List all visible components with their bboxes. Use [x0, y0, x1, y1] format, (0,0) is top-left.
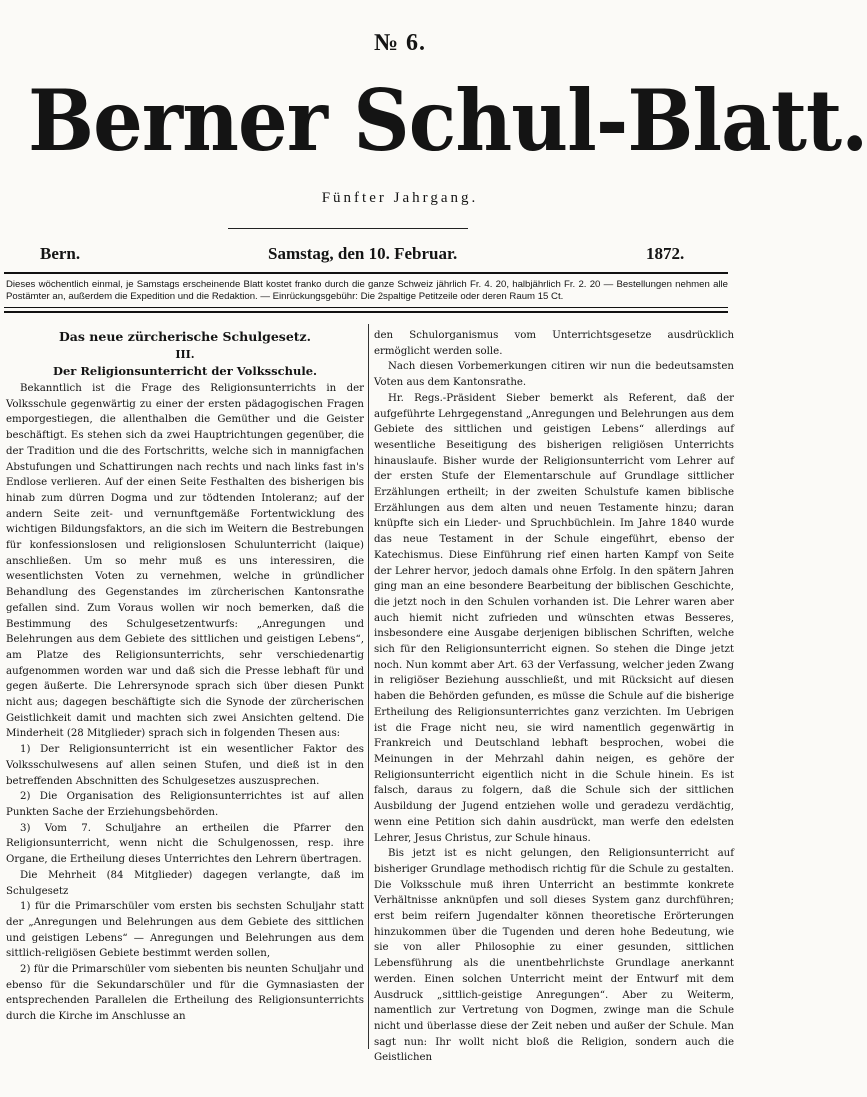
volume-line: Fünfter Jahrgang. — [321, 190, 479, 206]
dateline — [14, 244, 722, 268]
column-left — [6, 326, 364, 1051]
year: 1872. — [646, 244, 685, 263]
title-divider — [228, 228, 468, 229]
issue-number: № 6. — [373, 30, 427, 56]
subscription-notice: Dieses wöchentlich einmal, je Samstags erscheinende Blatt kostet franko durch die ganze Schweiz jährlich Fr. 4. 20, halbjährlich Fr. 2. 20 — Bestellungen nehmen alle Postämter an, außerdem die Expedition und die Redaktion. — Einrückungsgebühr: Die 2spaltige Petitzeile oder deren Raum 15 Ct. — [6, 279, 728, 302]
rule-top — [4, 272, 728, 274]
place: Bern. — [40, 244, 81, 263]
thesis-item: 2) Die Organisation des Religionsunterrichtes ist auf allen Punkten Sache der Erziehungsbehörden. — [6, 791, 364, 818]
article-part: III. — [175, 348, 195, 361]
paragraph: Nach diesen Vorbemerkungen citiren wir nun die bedeutsamsten Voten aus dem Kantonsrathe. — [374, 361, 734, 389]
column-divider — [368, 324, 369, 1049]
column-right — [374, 328, 734, 1064]
paragraph: Bis jetzt ist es nicht gelungen, den Religionsunterricht auf bisheriger Grundlage methodisch richtig für die Schule zu gestalten. Die Volksschule muß ihren Unterricht an bestimmte konkrete Verhältnisse anknüpfen und soll dieses System ganz durchführen; erst beim reifern Jugendalter können theoretische Erörterungen hinzukommen über die Tugenden und deren hohe Bedeutung, wie sie von aller Philosophie zu einer gesunden, sittlichen Lebensführung als die unentbehrlichste Grundlage anerkannt werden. Einen solchen Unterricht meint der Entwurf mit dem Ausdruck „sittlich-geistige Anregungen“. Aber zu Weiterm, namentlich zur Vertretung von Dogmen, zwinge man die Schule nicht und überlasse diese der Zeit neben und außer der Schule. Man sagt nun: Ihr wollt nicht bloß die Religion, sondern auch die Geistlichen — [374, 848, 734, 1064]
article-subtitle: Der Religionsunterricht der Volksschule. — [52, 364, 318, 378]
thesis-item: 2) für die Primarschüler vom siebenten bis neunten Schuljahr und ebenso für die Sekundarschüler und für die Gymnasiasten der entsprechenden Parallelen die Ertheilung des Religionsunterrichts durch die Kirche im Anschlusse an — [6, 964, 364, 1023]
thesis-item: 3) Vom 7. Schuljahre an ertheilen die Pfarrer den Religionsunterricht, wenn nicht die Schulgenossen, resp. ihre Organe, die Ertheilung dieses Unterrichtes den Lehrern übertragen. — [6, 822, 364, 866]
paragraph: Bekanntlich ist die Frage des Religionsunterrichts in der Volksschule gegenwärtig zu einer der ersten pädagogischen Fragen emporgestiegen, die allenthalben die Gemüther und die Geister beschäftigt. Es stehen sich da zwei Hauptrichtungen gegenüber, die der Tradition und die des Fortschritts, welche sich in mannigfachen Abstufungen und Schattirungen nach rechts und nach links fast in's Endlose verlieren. Auf der einen Seite Festhalten des bisherigen bis hinab zum dürren Dogma und zur tödtenden Intoleranz; auf der andern Seite zeit- und vernunftgemäße Fortentwicklung des wichtigen Bildungsfaktors, an die sich im Weitern die Bestrebungen für konfessionslosen und religionslosen Schulunterricht (laique) anschließen. Um so mehr muß es uns interessiren, die wesentlichsten Voten zu vernehmen, welche in gründlicher Behandlung des Gegenstandes im zürcherischen Kantonsrathe gefallen sind. Zum Voraus wollen wir noch bemerken, daß die Bestimmung des Schulgesetzentwurfs: „Anregungen und Belehrungen aus dem Gebiete des sittlichen und geistigen Lebens“, am Platze des Religionsunterrichts, sehr verschiedenartig aufgenommen worden war und daß sich die Presse lebhaft für und gegen äußerte. Die Lehrersynode sprach sich über diesen Punkt nicht aus; dagegen beschäftigte sich die Synode der zürcherischen Geistlichkeit damit und machten sich zwei Ansichten geltend. Die Minderheit (28 Mitglieder) sprach sich in folgenden Thesen aus: — [6, 383, 364, 740]
paragraph: den Schulorganismus vom Unterrichtsgesetze ausdrücklich ermöglicht werden solle. — [374, 330, 734, 357]
issue-date: Samstag, den 10. Februar. — [268, 244, 458, 263]
thesis-item: 1) für die Primarschüler vom ersten bis sechsten Schuljahr statt der „Anregungen und Belehrungen aus dem Gebiete des sittlichen und geistigen Lebens“ — Anregungen und Belehrungen aus dem sittlich-religiösen Gebiete bestimmt werden sollen, — [6, 901, 364, 960]
article-title: Das neue zürcherische Schulgesetz. — [58, 329, 312, 344]
paragraph: Hr. Regs.-Präsident Sieber bemerkt als Referent, daß der aufgeführte Lehrgegenstand „Anregungen und Belehrungen aus dem Gebiete des sittlichen und geistigen Lebens“ allerdings auf wesentliche Beseitigung des bisherigen religiösen Unterrichts hinauslaufe. Bisher wurde der Religionsunterricht vom Lehrer auf der ersten Stufe der Elementarschule auf Grundlage sittlicher Erzählungen ertheilt; in der zweiten Schulstufe kamen biblische Erzählungen aus dem alten und neuen Testamente hinzu; daran knüpfte sich ein Lieder- und Spruchbüchlein. Im Jahre 1840 wurde das neue Testament in der Schule eingeführt, ebenso der Katechismus. Diese Einführung rief einen harten Kampf von Seite der Lehrer hervor, jedoch damals ohne Erfolg. In den spätern Jahren ging man an eine besondere Bearbeitung der biblischen Geschichte, die jetzt noch in den Schulen vorhanden ist. Die Lehrer waren aber auch hiemit nicht zufrieden und wünschten etwas Besseres, insbesondere eine Ausgabe derjenigen biblischen Schriften, welche sich für den Religionsunterricht eignen. So stehen die Dinge jetzt noch. Nun kommt aber Art. 63 der Verfassung, welcher jeden Zwang in religiöser Beziehung ausschließt, und mit Rücksicht auf diesen haben die Behörden gefunden, es müsse die Schule auf die bisherige Ertheilung des Religionsunterrichtes ganz verzichten. Im Uebrigen ist die Frage nicht neu, sie wird namentlich gegenwärtig in Frankreich und Deutschland lebhaft besprochen, wobei die Meinungen in der Mehrzahl dahin neigen, es gehöre der Religionsunterricht eigentlich nicht in die Schule hinein. Es ist falsch, daraus zu folgern, daß die Schule sich der sittlichen Ausbildung der Jugend entziehen wolle und geradezu verdächtig, wenn eine Petition sich dahin ausdrückt, man werfe den edelsten Lehrer, Jesus Christus, zur Schule hinaus. — [374, 392, 734, 844]
rule-bottom — [4, 311, 728, 313]
paragraph: Die Mehrheit (84 Mitglieder) dagegen verlangte, daß im Schulgesetz — [6, 869, 364, 897]
newspaper-title: Berner Schul-Blatt. — [28, 71, 867, 170]
rule-mid — [4, 307, 728, 308]
thesis-item: 1) Der Religionsunterricht ist ein wesentlicher Faktor des Volksschulwesens auf allen seinen Stufen, und dieß ist in den betreffenden Abschnitten des Schulgesetzes auszusprechen. — [6, 744, 364, 787]
